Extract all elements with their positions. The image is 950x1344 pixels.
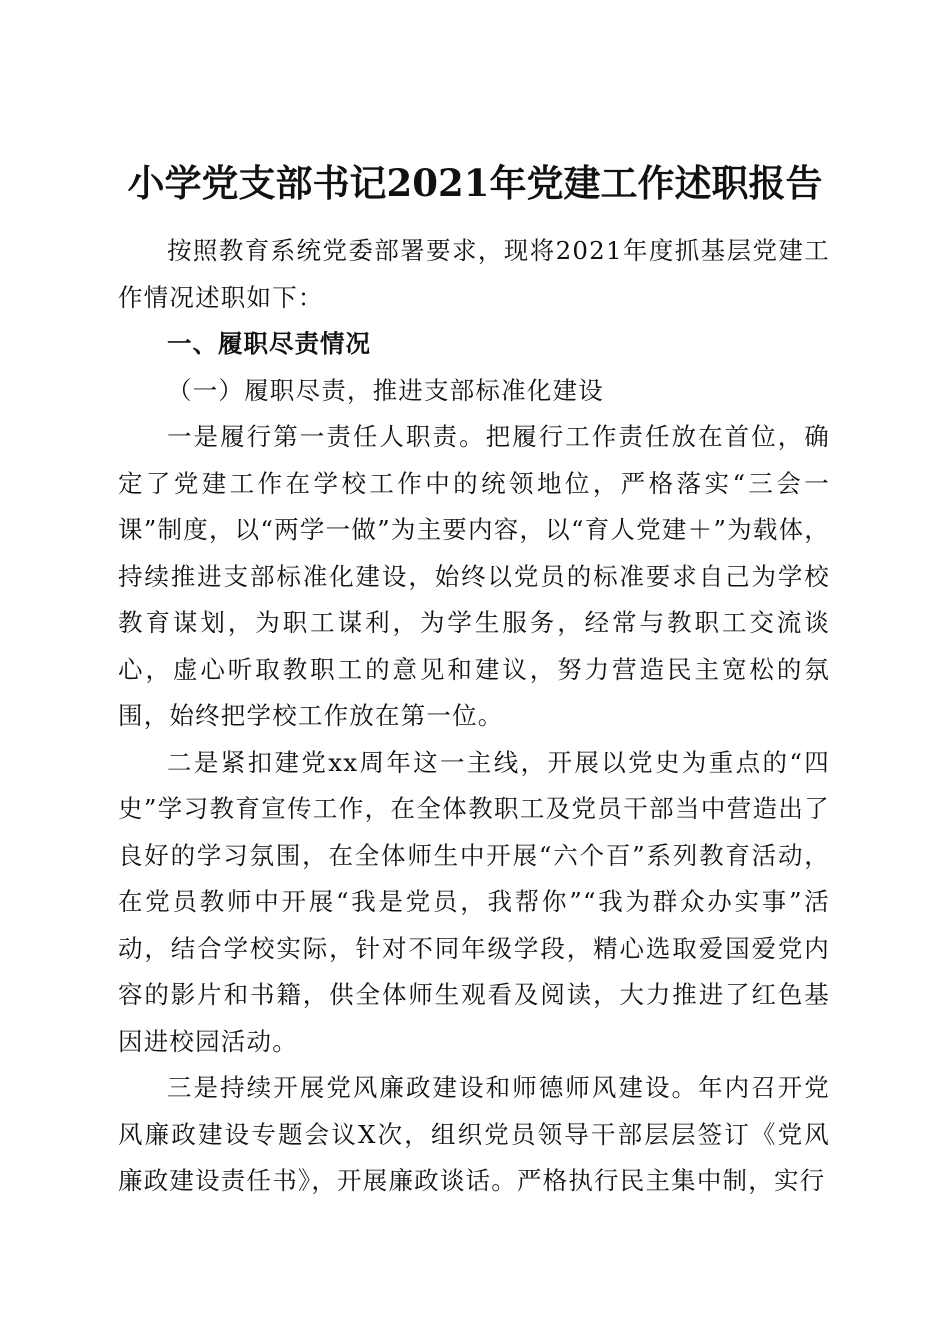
subsection-heading: （一）履职尽责，推进支部标准化建设 [167, 375, 604, 405]
document-body [118, 228, 830, 1205]
body-paragraph-1: 一是履行第一责任人职责。把履行工作责任放在首位，确定了党建工作在学校工作中的统领地位，严格落实“三会一课”制度，以“两学一做”为主要内容，以“育人党建＋”为载体，持续推进支部标准化建设，始终以党员的标准要求自己为学校教育谋划，为职工谋利，为学生服务，经常与教职工交流谈心，虚心听取教职工的意见和建议，努力营造民主宽松的氛围，始终把学校工作放在第一位。 [118, 422, 830, 730]
body-paragraph-2: 二是紧扣建党xx周年这一主线，开展以党史为重点的“四史”学习教育宣传工作，在全体教职工及党员干部当中营造出了良好的学习氛围，在全体师生中开展“六个百”系列教育活动，在党员教师中开展“我是党员，我帮你”“我为群众办实事”活动，结合学校实际，针对不同年级学段，精心选取爱国爱党内容的影片和书籍，供全体师生观看及阅读，大力推进了红色基因进校园活动。 [118, 747, 830, 1056]
document-title: 小学党支部书记2021年党建工作述职报告 [127, 160, 823, 205]
body-paragraph-3: 三是持续开展党风廉政建设和师德师风建设。年内召开党风廉政建设专题会议X次，组织党员领导干部层层签订《党风廉政建设责任书》，开展廉政谈话。严格执行民主集中制，实行 [118, 1073, 830, 1195]
section-heading: 一、履职尽责情况 [167, 329, 371, 358]
intro-paragraph: 按照教育系统党委部署要求，现将2021年度抓基层党建工作情况述职如下： [118, 236, 830, 312]
